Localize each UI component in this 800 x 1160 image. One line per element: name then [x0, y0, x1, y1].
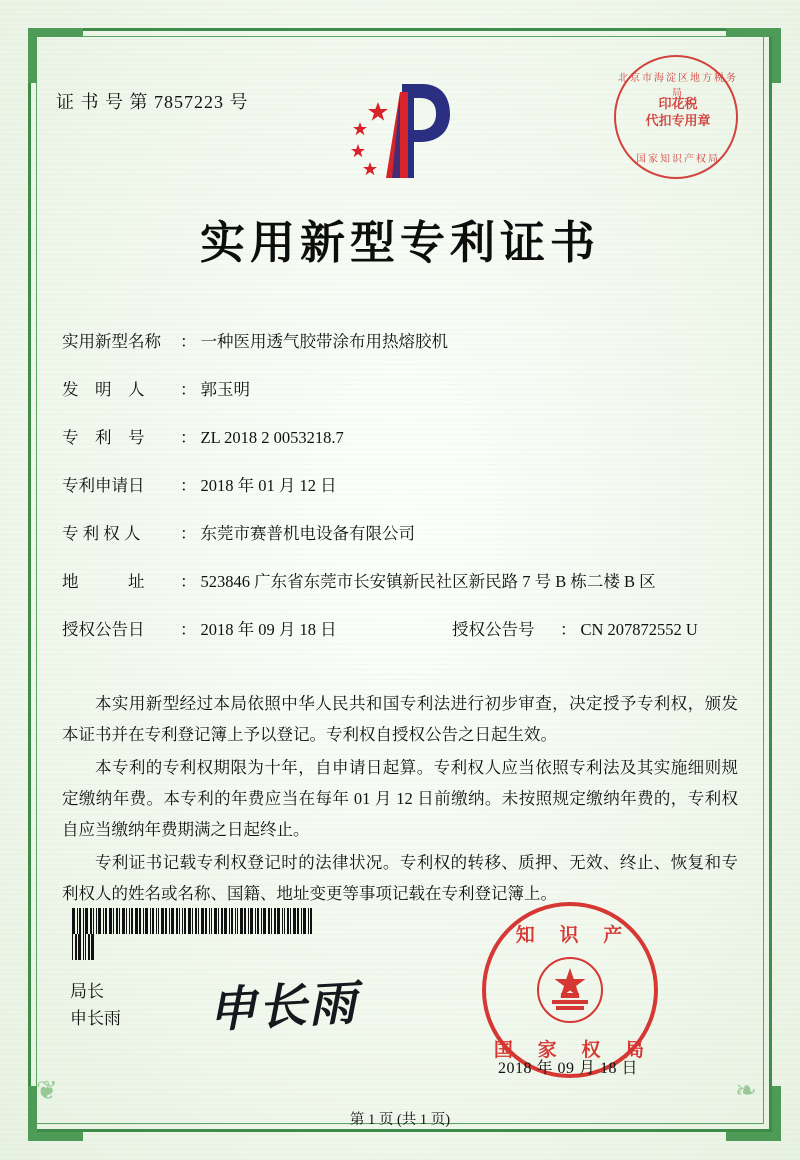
- field-application-date: [62, 474, 742, 498]
- field-colon: ：: [180, 620, 197, 639]
- flourish-icon: ❧: [735, 1076, 757, 1105]
- field-value: 郭玉明: [200, 380, 250, 399]
- field-utility-model-name: [62, 330, 742, 354]
- field-inventor: [62, 378, 742, 402]
- field-label: 地 址: [62, 572, 145, 591]
- field-list: [62, 330, 742, 666]
- paragraph-3: 专利证书记载专利权登记时的法律状况。专利权的转移、质押、无效、终止、恢复和专利权人的姓名或名称、国籍、地址变更等事项记载在专利登记簿上。: [62, 853, 738, 903]
- page-footer: 第 1 页 (共 1 页): [349, 1112, 451, 1128]
- paragraph-2: 本专利的专利权期限为十年，自申请日起算。专利权人应当依照专利法及其实施细则规定缴纳年费。本专利的年费应当在每年 01 月 12 日前缴纳。未按照规定缴纳年费的，专利权自应当缴纳年费期满之日起终止。: [62, 758, 738, 839]
- paragraph-1: 本实用新型经过本局依照中华人民共和国专利法进行初步审查，决定授予专利权，颁发本证书并在专利登记簿上予以登记。专利权自授权公告之日起生效。: [62, 694, 738, 744]
- seal-arc-bottom-text: 国 家 权 局: [493, 1040, 655, 1061]
- field-label: 授权公告日: [62, 620, 145, 639]
- field-label: 授权公告号: [452, 620, 535, 639]
- field-colon: ：: [560, 620, 577, 639]
- field-colon: ：: [180, 572, 197, 591]
- cnipa-logo-icon: [330, 78, 460, 188]
- field-label: 专 利 权 人: [62, 524, 141, 543]
- handwritten-signature: 申长雨: [206, 977, 360, 1038]
- flourish-icon: ❦: [36, 1076, 58, 1105]
- field-patent-number: [62, 426, 742, 450]
- field-label: 实用新型名称: [62, 332, 161, 351]
- field-patentee: [62, 522, 742, 546]
- field-value: 2018 年 01 月 12 日: [200, 476, 337, 495]
- seal-date: 2018 年 09 月 18 日: [498, 1060, 639, 1077]
- body-text: [62, 688, 738, 911]
- field-colon: ：: [180, 380, 197, 399]
- page-title: 实用新型专利证书: [199, 218, 600, 268]
- national-emblem-icon: [534, 954, 606, 1026]
- field-value: 2018 年 09 月 18 日: [200, 620, 337, 639]
- field-colon: ：: [180, 428, 197, 447]
- corner-ornament-top-left: [28, 28, 83, 83]
- field-value: 523846 广东省东莞市长安镇新民社区新民路 7 号 B 栋二楼 B 区: [200, 572, 656, 591]
- field-label: 专利申请日: [62, 476, 145, 495]
- field-colon: ：: [180, 476, 197, 495]
- field-label: 专 利 号: [62, 428, 145, 447]
- field-value: 东莞市赛普机电设备有限公司: [200, 524, 415, 543]
- field-value: CN 207872552 U: [580, 620, 698, 639]
- seal-arc-bottom-text: 国家知识产权局: [636, 154, 720, 165]
- seal-arc-top-text: 北京市海淀区地方税务局: [618, 73, 738, 99]
- field-colon: ：: [180, 524, 197, 543]
- field-label: 发 明 人: [62, 380, 145, 399]
- director-name: 申长雨: [70, 1009, 121, 1028]
- field-value: 一种医用透气胶带涂布用热熔胶机: [200, 332, 448, 351]
- field-address: [62, 570, 742, 594]
- signature-block: [70, 978, 121, 1032]
- official-seal: [482, 902, 658, 1078]
- field-grant-number: [452, 618, 698, 642]
- barcode: [72, 908, 314, 934]
- tax-stamp-seal: [614, 55, 738, 179]
- seal-middle-text: 印花税 代扣专用章: [645, 96, 711, 128]
- director-label: 局长: [70, 982, 104, 1001]
- field-grant-row: [62, 618, 742, 642]
- certificate-number: 证 书 号 第 7857223 号: [56, 92, 249, 112]
- field-value: ZL 2018 2 0053218.7: [200, 428, 344, 447]
- field-grant-date: [62, 618, 452, 642]
- seal-arc-top-text: 知 识 产: [515, 925, 633, 946]
- field-colon: ：: [180, 332, 197, 351]
